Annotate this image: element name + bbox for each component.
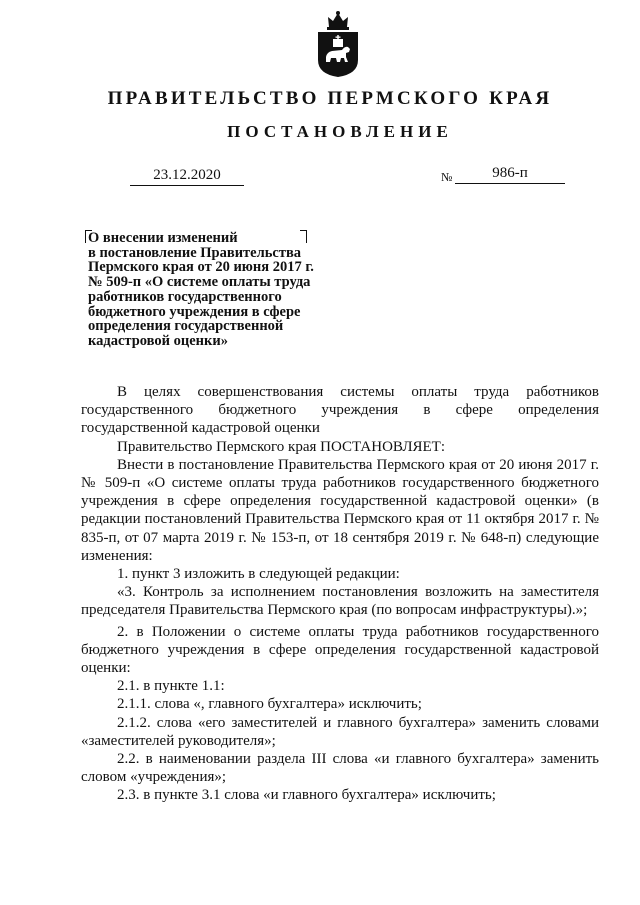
document-subject: [88, 231, 348, 349]
subject-line: № 509-п «О системе оплаты труда: [88, 274, 311, 291]
body-paragraph-preamble: В целях совершенствования системы оплаты труда работников государственного бюджетного учреждения в сфере определения государственной кадастровой оценки: [81, 384, 599, 437]
perm-krai-coat-of-arms-icon: [315, 10, 361, 78]
body-paragraph-item-2: 2. в Положении о системе оплаты труда работников государственного бюджетного учреждения в сфере определения государственной кадастровой оценки:: [81, 623, 599, 677]
body-paragraph-item-3-text: «3. Контроль за исполнением постановления возложить на заместителя председателя Правительства Пермского края (по вопросам инфраструктуры).»;: [81, 584, 599, 619]
body-paragraph-item-2-2: 2.2. в наименовании раздела III слова «и главного бухгалтера» заменить словом «учреждения»;: [81, 751, 599, 786]
government-title: ПРАВИТЕЛЬСТВО ПЕРМСКОГО КРАЯ: [107, 88, 553, 109]
body-paragraph-item-2-3: 2.3. в пункте 3.1 слова «и главного бухгалтера» исключить;: [117, 787, 496, 804]
document-number: 986-п: [455, 163, 565, 184]
body-paragraph-amendment: Внести в постановление Правительства Пермского края от 20 июня 2017 г. № 509-п «О системе оплаты труда работников государственного бюджетного учреждения в сфере определения государственной кадастровой оценки» (в редакции постановлений Правительства Пермского края от 11 октября 2017 г. № 835-п, от 07 марта 2019 г. № 153-п, от 18 сентября 2019 г. № 648-п) следующие изменения:: [81, 456, 599, 564]
subject-line: кадастровой оценки»: [88, 332, 228, 349]
body-paragraph-item-2-1-2: 2.1.2. слова «его заместителей и главного бухгалтера» заменить словами «заместителей руководителя»;: [81, 714, 599, 749]
subject-line: бюджетного учреждения в сфере: [88, 303, 301, 320]
body-paragraph-item-1: 1. пункт 3 изложить в следующей редакции:: [117, 566, 400, 583]
body-paragraph-item-2-1: 2.1. в пункте 1.1:: [117, 678, 225, 695]
document-type: ПОСТАНОВЛЕНИЕ: [227, 122, 453, 141]
subject-line: работников государственного: [88, 288, 282, 305]
subject-line: определения государственной: [88, 318, 284, 335]
number-label: №: [441, 170, 453, 184]
subject-line: в постановление Правительства: [88, 244, 302, 261]
document-body: [81, 383, 599, 805]
body-paragraph-resolution: Правительство Пермского края ПОСТАНОВЛЯЕТ:: [117, 438, 446, 455]
document-date: 23.12.2020: [130, 165, 244, 186]
subject-line: Пермского края от 20 июня 2017 г.: [88, 259, 314, 276]
subject-line: О внесении изменений: [88, 230, 238, 246]
body-paragraph-item-2-1-1: 2.1.1. слова «, главного бухгалтера» исключить;: [117, 696, 422, 713]
